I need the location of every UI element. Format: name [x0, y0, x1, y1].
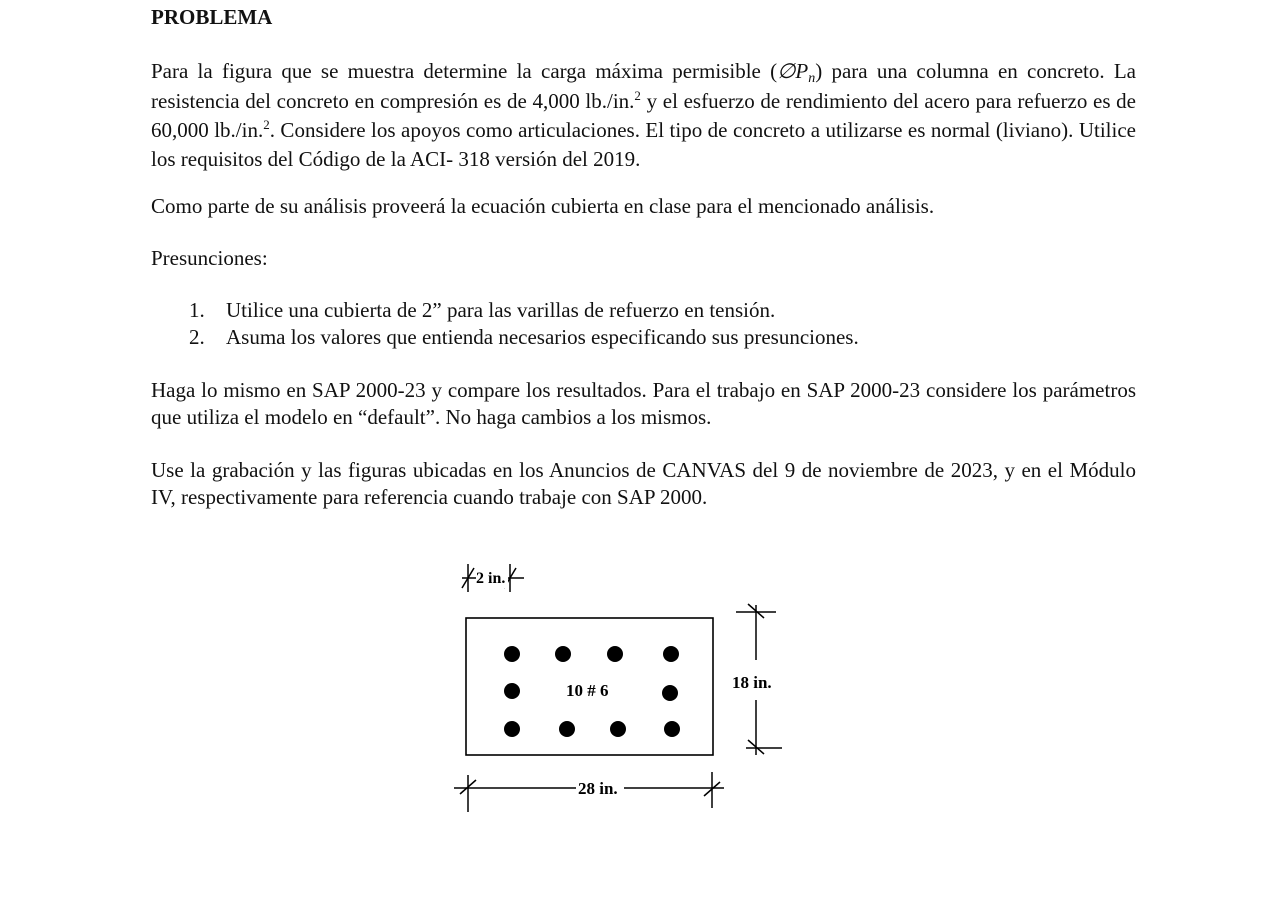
rebar-dot — [504, 721, 520, 737]
problem-title: PROBLEMA — [151, 5, 273, 29]
rebar-dot — [504, 646, 520, 662]
list-item-text: Asuma los valores que entienda necesarios especificando sus presunciones. — [226, 325, 859, 349]
rebar-dot — [664, 721, 680, 737]
statement-text-c: y el esfuerzo de rendimiento del acero para refuerzo es de 60,000 lb./in. — [151, 89, 1136, 142]
rebar-dot — [662, 685, 678, 701]
column-section-figure — [440, 550, 800, 820]
rebar-dot — [559, 721, 575, 737]
assumptions-list — [189, 297, 859, 351]
superscript-2b: 2 — [263, 117, 270, 132]
list-item-number: 1. — [189, 298, 205, 322]
list-item-text: Utilice una cubierta de 2” para las varillas de refuerzo en tensión. — [226, 298, 776, 322]
analysis-paragraph: Como parte de su análisis proveerá la ecuación cubierta en clase para el mencionado análisis. — [151, 194, 935, 218]
rebar-dot — [610, 721, 626, 737]
rebar-dot — [504, 683, 520, 699]
width-label: 28 in. — [578, 779, 618, 798]
cover-label: 2 in. — [476, 570, 506, 587]
statement-text-b: ) para una columna en concreto. La resistencia del concreto en compresión es de 4,000 lb./in. — [151, 59, 1136, 113]
canvas-reference-paragraph: Use la grabación y las figuras ubicadas en los Anuncios de CANVAS del 9 de noviembre de 2023, y en el Módulo IV, respectivamente para referencia cuando trabaje con SAP 2000. — [151, 458, 1136, 509]
rebar-dot — [555, 646, 571, 662]
list-item — [189, 297, 859, 324]
sap-paragraph: Haga lo mismo en SAP 2000-23 y compare los resultados. Para el trabajo en SAP 2000-23 considere los parámetros que utiliza el modelo en “default”. No haga cambios a los mismos. — [151, 378, 1136, 429]
problem-statement-paragraph — [151, 58, 1136, 173]
superscript-2a: 2 — [634, 88, 641, 103]
statement-text-d: . Considere los apoyos como articulaciones. El tipo de concreto a utilizarse es normal (liviano). Utilice los requisitos del Código de la ACI- 318 versión del 2019. — [151, 118, 1136, 171]
assumptions-heading: Presunciones: — [151, 246, 268, 270]
list-item-number: 2. — [189, 325, 205, 349]
list-item — [189, 324, 859, 351]
statement-text-a: Para la figura que se muestra determine la carga máxima permisible ( — [151, 59, 778, 83]
n-subscript: n — [808, 71, 816, 86]
rebar-label: 10 # 6 — [566, 681, 609, 700]
rebar-dot — [663, 646, 679, 662]
rebar-dot — [607, 646, 623, 662]
phi-symbol: ∅ — [777, 59, 796, 83]
p-symbol: P — [795, 59, 809, 83]
height-label: 18 in. — [732, 673, 772, 692]
